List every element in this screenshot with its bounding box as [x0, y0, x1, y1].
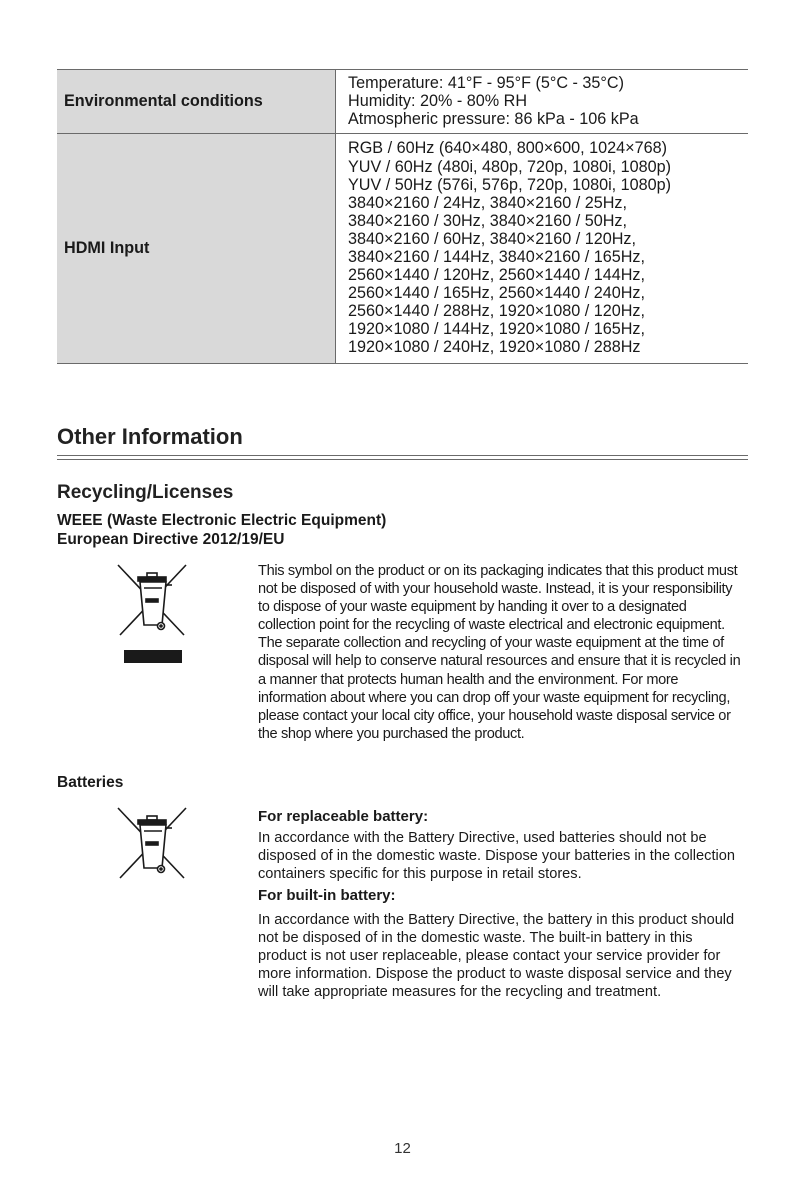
crossed-out-wheelie-bin-icon — [114, 806, 190, 880]
black-bar — [124, 650, 182, 663]
crossed-out-wheelie-bin-icon — [114, 563, 190, 637]
spec-value-line: YUV / 60Hz (480i, 480p, 720p, 1080i, 1080p) — [348, 157, 672, 176]
spec-value-line: 2560×1440 / 120Hz, 2560×1440 / 144Hz, — [348, 266, 646, 285]
spec-value-line: Temperature: 41°F - 95°F (5°C - 35°C) — [348, 73, 624, 92]
spec-value-line: Humidity: 20% - 80% RH — [348, 91, 528, 110]
spec-value-line: RGB / 60Hz (640×480, 800×600, 1024×768) — [348, 139, 668, 158]
weee-heading-line: European Directive 2012/19/EU — [57, 531, 285, 548]
section-divider — [57, 455, 748, 460]
spec-table — [57, 69, 748, 364]
builtin-battery-text: In accordance with the Battery Directive, the battery in this product should not be disposed of in the domestic waste. The built-in battery in this product is not user replaceable, please contact your service provider for more information. Dispose the product to waste disposal service and they will take appropriate measures for the recycling and treatment. — [258, 912, 735, 1001]
weee-heading — [57, 511, 386, 549]
spec-value-line: 2560×1440 / 165Hz, 2560×1440 / 240Hz, — [348, 284, 646, 303]
batteries-label: Batteries — [57, 774, 124, 791]
spec-value-line: 1920×1080 / 240Hz, 1920×1080 / 288Hz — [348, 338, 641, 357]
spec-value-line: 3840×2160 / 30Hz, 3840×2160 / 50Hz, — [348, 211, 628, 230]
replaceable-battery-text: In accordance with the Battery Directive, used batteries should not be disposed of in the domestic waste. Dispose your batteries in the collection containers specific for this purpose in retail stores. — [258, 830, 735, 883]
spec-value-line: 3840×2160 / 144Hz, 3840×2160 / 165Hz, — [348, 248, 646, 266]
replaceable-battery-heading: For replaceable battery: — [258, 808, 429, 825]
weee-text: This symbol on the product or on its packaging indicates that this product must not be disposed of with your household waste. Instead, it is your responsibility to dispose of your waste equipment by handing it over to a designated collection point for the recycling of waste electrical and electronic equipment. The separate collection and recycling of your waste equipment at the time of disposal will help to conserve natural resources and ensure that it is recycled in a manner that protects human health and the environment. For more information about where you can drop off your waste equipment for recycling, please contact your local city office, your household waste disposal service or the shop where you purchased the product. — [258, 563, 741, 742]
builtin-battery-heading: For built-in battery: — [258, 887, 396, 904]
spec-value-line: 3840×2160 / 24Hz, 3840×2160 / 25Hz, — [348, 193, 628, 212]
section-title: Other Information — [57, 424, 243, 449]
spec-value-line: Atmospheric pressure: 86 kPa - 106 kPa — [348, 110, 639, 129]
spec-label: HDMI Input — [57, 134, 336, 364]
spec-row-hdmi — [57, 134, 748, 364]
spec-values — [336, 70, 749, 134]
spec-value-line: 3840×2160 / 60Hz, 3840×2160 / 120Hz, — [348, 229, 637, 248]
recycling-title: Recycling/Licenses — [57, 482, 234, 503]
page-number: 12 — [394, 1140, 411, 1157]
spec-value-line: YUV / 50Hz (576i, 576p, 720p, 1080i, 1080p) — [348, 175, 672, 194]
spec-value-line: 1920×1080 / 144Hz, 1920×1080 / 165Hz, — [348, 320, 646, 339]
spec-values — [336, 134, 749, 364]
spec-row-environmental — [57, 70, 748, 134]
weee-heading-line: WEEE (Waste Electronic Electric Equipment) — [57, 512, 387, 529]
spec-value-line: 2560×1440 / 288Hz, 1920×1080 / 120Hz, — [348, 302, 646, 321]
spec-label: Environmental conditions — [57, 70, 336, 134]
